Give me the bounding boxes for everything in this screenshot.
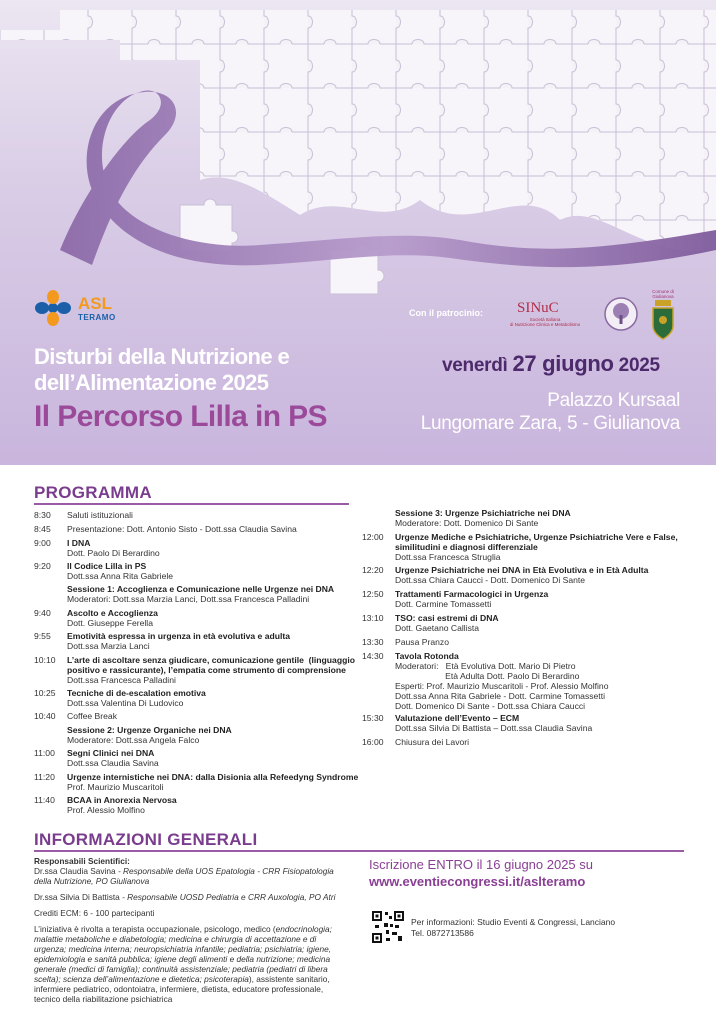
comune-crest-icon — [652, 300, 674, 340]
program-speaker: Dott.ssa Claudia Savina — [67, 758, 159, 769]
program-speaker: Dott. Gaetano Callista — [395, 622, 480, 633]
sinuc-sub2: di Nutrizione Clinica e Metabolismo — [509, 322, 581, 327]
asl-flower-icon — [34, 290, 72, 326]
program-time: 12:50 — [362, 589, 384, 599]
resp-label: Responsabili Scientifici: — [34, 856, 130, 866]
program-talk-title: Tavola Rotonda — [395, 650, 459, 661]
event-subtitle: Il Percorso Lilla in PS — [34, 400, 327, 433]
program-content — [395, 737, 695, 747]
program-speaker: Dott.ssa Francesca Struglia — [395, 551, 501, 562]
program-speaker: Pausa Pranzo — [395, 636, 449, 647]
program-content — [67, 711, 367, 721]
program-talk-title: Ascolto e Accoglienza — [67, 607, 158, 618]
program-speaker: Dott.ssa Marzia Lanci — [67, 641, 150, 652]
venue-address: Lungomare Zara, 5 - Giulianova — [420, 413, 680, 434]
program-speaker: Saluti istituzionali — [67, 510, 133, 520]
program-content — [395, 589, 695, 609]
program-time: 12:20 — [362, 565, 384, 576]
resp1-role: - Responsabile della UOS Epatologia - CRR Fisiopatologia della Nutrizione, PO Giulianova — [34, 866, 334, 886]
date-main: 27 giugno — [512, 351, 614, 376]
program-talk-title: Segni Clinici nei DNA — [67, 748, 155, 759]
program-speaker: Dott.ssa Silvia Di Battista – Dott.ssa Claudia Savina — [395, 723, 593, 733]
program-content — [395, 613, 695, 633]
program-content — [67, 772, 367, 792]
program-time: 15:30 — [362, 713, 384, 723]
program-content — [67, 688, 367, 708]
program-speaker: Moderatori: Dott.ssa Marzia Lanci, Dott.ssa Francesca Palladini — [67, 594, 310, 605]
program-content — [67, 725, 367, 745]
program-content — [395, 508, 695, 528]
info-block — [34, 856, 349, 1010]
program-time: 13:30 — [362, 636, 384, 647]
program-talk-title: positivo e rassicurante), l’empatia come strumento di comprensione — [67, 664, 346, 675]
program-speaker: Prof. Alessio Molfino — [67, 805, 145, 815]
contact-phone[interactable]: Tel. 0872713586 — [411, 928, 474, 938]
program-time: 11:20 — [34, 771, 55, 782]
program-time: 8:45 — [34, 523, 51, 534]
sinuc-name: SINuC — [517, 300, 559, 316]
program-content — [67, 795, 367, 815]
program-speaker: Dott. Carmine Tomassetti — [395, 599, 492, 609]
asl-name: ASL — [78, 294, 112, 313]
program-content — [67, 748, 367, 768]
program-speaker: Dott.ssa Anna Rita Gabriele - Dott. Carmine Tomassetti — [395, 690, 605, 701]
target-intro: L’iniziativa è rivolta a terapista occupazionale, psicologo, medico ( — [34, 924, 276, 934]
program-speaker: Moderatori: Età Evolutiva Dott. Mario Di Pietro — [395, 660, 576, 671]
program-time: 9:00 — [34, 537, 51, 548]
program-time: 10:10 — [34, 654, 56, 665]
program-speaker: Dott.ssa Anna Rita Gabriele — [67, 571, 174, 581]
sinuc-logo — [495, 300, 595, 336]
programma-title: PROGRAMMA — [34, 483, 152, 502]
program-speaker: Presentazione: Dott. Antonio Sisto - Dott.ssa Claudia Savina — [67, 523, 297, 534]
program-talk-title: Sessione 2: Urgenze Organiche nei DNA — [67, 724, 232, 735]
tree-society-logo — [604, 297, 638, 331]
date-day: venerdì — [442, 355, 508, 376]
program-time: 11:00 — [34, 748, 55, 759]
asl-teramo-logo — [34, 290, 134, 330]
program-content — [67, 538, 367, 558]
program-speaker: Età Adulta Dott. Paolo Di Berardino — [395, 670, 580, 681]
program-talk-title: similitudini e diagnosi differenziale — [395, 541, 538, 552]
target-audience — [34, 924, 349, 1004]
program-talk-title: I DNA — [67, 537, 91, 548]
venue-name: Palazzo Kursaal — [547, 390, 680, 411]
program-time: 8:30 — [34, 510, 51, 520]
date-year: 2025 — [618, 355, 660, 376]
registration-info — [369, 856, 593, 890]
program-time: 16:00 — [362, 736, 384, 747]
program-content — [395, 651, 695, 711]
comune-label: Comune di Giulianova — [652, 289, 674, 299]
program-time: 9:55 — [34, 631, 51, 642]
program-content — [67, 524, 367, 534]
program-time: 13:10 — [362, 612, 384, 623]
program-talk-title: Urgenze internistiche nei DNA: dalla Disionia alla Refeedyng Syndrome — [67, 771, 359, 782]
program-talk-title: Emotività espressa in urgenza in età evolutiva e adulta — [67, 631, 291, 642]
program-content — [67, 608, 367, 628]
program-content — [67, 655, 367, 685]
program-talk-title: Urgenze Mediche e Psichiatriche, Urgenze Psichiatriche Vere e False, — [395, 531, 678, 542]
asl-sub: TERAMO — [78, 313, 116, 322]
program-time: 10:40 — [34, 711, 56, 721]
program-speaker: Dott. Paolo Di Berardino — [67, 547, 160, 558]
program-talk-title: Tecniche di de-escalation emotiva — [67, 687, 206, 698]
program-time: 10:25 — [34, 687, 56, 698]
patrocinio-label: Con il patrocinio: — [409, 308, 483, 318]
event-date — [442, 351, 660, 377]
contact-line1: Per informazioni: Studio Eventi & Congressi, Lanciano — [411, 917, 616, 927]
program-talk-title: BCAA in Anorexia Nervosa — [67, 795, 177, 805]
program-speaker: Moderatore: Dott.ssa Angela Falco — [67, 734, 200, 745]
programma-underline — [34, 503, 349, 505]
contact-info — [411, 917, 615, 939]
program-content — [395, 713, 695, 733]
program-speaker: Dott.ssa Valentina Di Ludovico — [67, 697, 184, 708]
resp2-block — [34, 892, 349, 902]
resp2-name: Dr.ssa Silvia Di Battista — [34, 892, 120, 902]
crediti-ecm: Crediti ECM: 6 - 100 partecipanti — [34, 908, 155, 918]
event-title-line2: dell’Alimentazione 2025 — [34, 370, 269, 395]
program-speaker: Chiusura dei Lavori — [395, 736, 470, 747]
program-speaker: Dott. Domenico Di Sante - Dott.ssa Chiara Caucci — [395, 700, 586, 711]
program-talk-title: Sessione 3: Urgenze Psichiatriche nei DNA — [395, 508, 571, 518]
registration-deadline: Iscrizione ENTRO il 16 giugno 2025 su — [369, 857, 594, 872]
puzzle-background-illustration — [0, 0, 716, 300]
target-outro: ), assistente sanitario, infermiere pediatrico, odontoiatra, infermiere, dietista, educatore professionale, tecnico della riabilitazione psichiatrica — [34, 974, 330, 1004]
program-talk-title: Il Codice Lilla in PS — [67, 561, 147, 571]
header-banner — [0, 0, 716, 465]
program-talk-title: Sessione 1: Accoglienza e Comunicazione nelle Urgenze nei DNA — [67, 584, 335, 595]
program-content — [395, 532, 695, 562]
program-content — [395, 565, 695, 585]
program-talk-title: L’arte di ascoltare senza giudicare, comunicazione gentile (linguaggio — [67, 654, 355, 665]
program-content — [67, 584, 367, 604]
sinuc-sub1: Società Italiana — [529, 317, 561, 322]
program-time: 14:30 — [362, 650, 384, 661]
program-speaker: Coffee Break — [67, 711, 118, 721]
program-speaker: Prof. Maurizio Muscaritoli — [67, 781, 164, 792]
program-speaker: Dott.ssa Chiara Caucci - Dott. Domenico Di Sante — [395, 575, 586, 586]
program-time: 9:40 — [34, 607, 51, 618]
program-speaker: Dott.ssa Francesca Palladini — [67, 674, 176, 685]
info-underline — [34, 850, 684, 852]
programma-left-column — [34, 510, 364, 830]
program-content — [67, 561, 367, 581]
program-content — [67, 510, 367, 520]
programma-right-column — [362, 508, 692, 758]
info-title: INFORMAZIONI GENERALI — [34, 830, 258, 849]
program-time: 11:40 — [34, 795, 55, 805]
target-specialties: endocrinologia; malattie metaboliche e diabetologia; medicina e chirurgia di accettazione e di urgenza; medicina interna; neuropsichiatria infantile; pediatria; psichiatria; igiene, epidemiologia e sanità pubblica; igiene degli alimenti e della nutrizione; medicina generale (medici di famiglia); continuità assistenziale; pediatria (pediatri di libera scelta); scienza dell’alimentazione e dietetica; psicoterapia — [34, 924, 332, 984]
qr-code[interactable] — [371, 910, 405, 944]
event-title-line1: Disturbi della Nutrizione e — [34, 344, 290, 369]
program-talk-title: TSO: casi estremi di DNA — [395, 612, 499, 623]
program-talk-title: Valutazione dell’Evento – ECM — [395, 713, 520, 723]
program-content — [67, 631, 367, 651]
resp1-name: Dr.ssa Claudia Savina — [34, 866, 116, 876]
responsabili-block — [34, 856, 349, 886]
program-speaker: Esperti: Prof. Maurizio Muscaritoli - Prof. Alessio Molfino — [395, 680, 609, 691]
resp2-role: - Responsabile UOSD Pediatria e CRR Auxologia, PO Atri — [119, 892, 336, 902]
program-speaker: Moderatore: Dott. Domenico Di Sante — [395, 518, 539, 528]
program-speaker: Dott. Giuseppe Ferella — [67, 617, 153, 628]
program-talk-title: Trattamenti Farmacologici in Urgenza — [395, 589, 549, 599]
program-time: 9:20 — [34, 561, 51, 571]
program-time: 12:00 — [362, 531, 384, 542]
registration-url[interactable]: www.eventiecongressi.it/aslteramo — [369, 874, 586, 889]
program-talk-title: Urgenze Psichiatriche nei DNA in Età Evolutiva e in Età Adulta — [395, 565, 649, 576]
program-content — [395, 637, 695, 647]
